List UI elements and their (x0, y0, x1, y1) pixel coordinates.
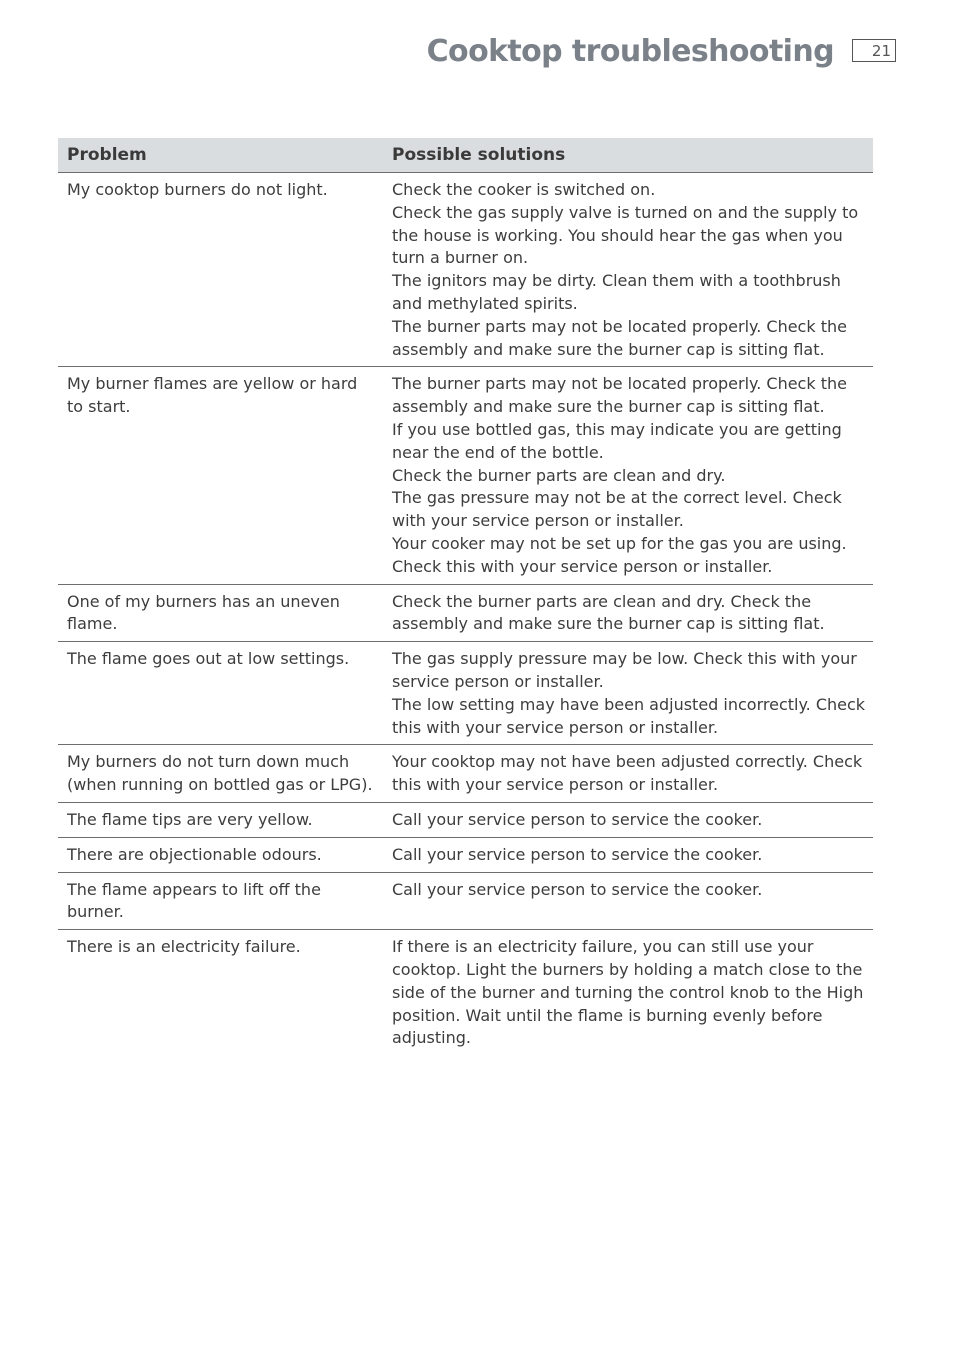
page-header (427, 30, 896, 74)
solution-text: Check the burner parts are clean and dry. (392, 465, 726, 485)
table-row (58, 837, 873, 872)
table-row (58, 745, 873, 803)
table-row (58, 367, 873, 584)
table-row (58, 872, 873, 930)
table-body (58, 173, 873, 1056)
solution-text: Check the gas supply valve is turned on and the supply to the house is working. You should hear the gas when you turn a burner on. (392, 202, 859, 268)
solution-text: Your cooktop may not have been adjusted correctly. Check this with your service person or installer. (392, 752, 863, 795)
column-header-solutions: Possible solutions (383, 138, 873, 173)
problem-cell: The flame tips are very yellow. (58, 802, 383, 837)
solution-text: The gas supply pressure may be low. Check this with your service person or installer. (392, 649, 857, 691)
solutions-cell (383, 642, 873, 745)
problem-cell: There are objectionable odours. (58, 837, 383, 872)
solution-text: Call your service person to service the cooker. (392, 809, 763, 829)
solutions-cell (383, 745, 873, 803)
solutions-cell (383, 173, 873, 367)
problem-cell: My burner flames are yellow or hard to start. (58, 367, 383, 584)
page-title: Cooktop troubleshooting (426, 34, 834, 69)
solution-text: Check the burner parts are clean and dry. Check the assembly and make sure the burner cap is sitting flat. (392, 591, 825, 634)
solutions-cell (383, 367, 873, 584)
solution-text: Your cooker may not be set up for the gas you are using. Check this with your service person or installer. (392, 533, 847, 576)
page-number: 21 (852, 39, 896, 62)
solution-text: If there is an electricity failure, you can still use your cooktop. Light the burners by holding a match close to the side of the burner and turning the control knob to the High position. Wait until the flame is burning evenly before adjusting. (392, 937, 864, 1048)
table-row (58, 930, 873, 1055)
solution-text: The burner parts may not be located properly. Check the assembly and make sure the burner cap is sitting flat. (392, 316, 847, 359)
problem-cell: The flame appears to lift off the burner. (58, 872, 383, 930)
solutions-cell (383, 802, 873, 837)
solution-text: The ignitors may be dirty. Clean them with a toothbrush and methylated spirits. (392, 271, 841, 313)
problem-cell: My cooktop burners do not light. (58, 173, 383, 367)
problem-cell: There is an electricity failure. (67, 937, 301, 957)
table-row (58, 173, 873, 367)
table-header-row (58, 138, 873, 173)
solution-text: The low setting may have been adjusted incorrectly. Check this with your service person or installer. (392, 694, 866, 737)
table-row (58, 802, 873, 837)
problem-cell: My burners do not turn down much (when running on bottled gas or LPG). (58, 745, 383, 803)
solution-text: The burner parts may not be located properly. Check the assembly and make sure the burner cap is sitting flat. (392, 374, 847, 417)
problem-cell: One of my burners has an uneven flame. (58, 584, 383, 642)
solution-text: Call your service person to service the cooker. (392, 844, 763, 864)
table-row (58, 584, 873, 642)
solutions-cell (383, 584, 873, 642)
solution-text: The gas pressure may not be at the correct level. Check with your service person or installer. (392, 488, 842, 531)
column-header-problem: Problem (58, 138, 383, 173)
solution-text: If you use bottled gas, this may indicate you are getting near the end of the bottle. (392, 419, 842, 462)
troubleshooting-table (58, 138, 873, 1055)
table-row (58, 642, 873, 745)
solutions-cell (383, 837, 873, 872)
solution-text: Check the cooker is switched on. (392, 180, 656, 199)
solutions-cell (383, 930, 873, 1055)
solution-text: Call your service person to service the cooker. (392, 879, 763, 899)
solutions-cell (383, 872, 873, 930)
problem-cell: The flame goes out at low settings. (58, 642, 383, 745)
